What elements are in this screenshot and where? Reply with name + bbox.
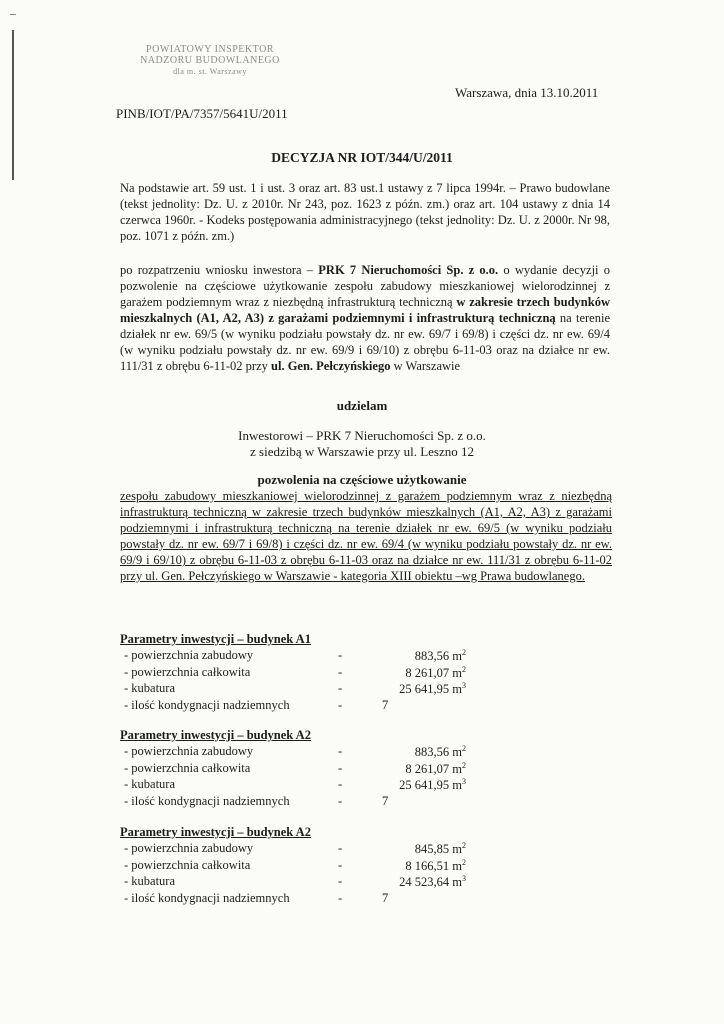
parameter-row	[120, 841, 540, 858]
parameter-dash: -	[338, 744, 343, 758]
legal-basis-paragraph: Na podstawie art. 59 ust. 1 i ust. 3 oraz art. 83 ust.1 ustawy z 7 lipca 1994r. – Prawo budowlane (tekst jednolity: Dz. U. z 2010r. Nr 243, poz. 1623 z późn. zm.) oraz art. 104 ustawy z dnia 14 czerwca 1960r. - Kodeks postępowania administracyjnego (tekst jednolity: Dz. U. z 2000r. Nr 98, poz. 1071 z późn. zm.)	[120, 181, 610, 243]
parameter-value	[382, 874, 466, 890]
permit-heading: pozwolenia na częściowe użytkowanie	[257, 472, 467, 487]
value-number: 8 261,07 m	[405, 665, 462, 680]
parameter-row	[120, 777, 540, 794]
value-exponent: 2	[462, 744, 466, 753]
reference-number: PINB/IOT/PA/7357/5641U/2011	[116, 106, 288, 121]
value-number: 24 523,64 m	[399, 875, 462, 890]
value-number: 883,56 m	[414, 745, 462, 760]
parameters-heading: Parametry inwestycji – budynek A2	[120, 728, 311, 742]
parameter-dash: -	[338, 697, 343, 712]
consideration-text-2: o wydanie decyzji o pozwolenie na częściowe użytkowanie zespołu zabudowy mieszkaniowej wielorodzinnej z garażem podziemnym wraz z niezbędną infrastrukturą techniczną	[120, 263, 610, 309]
parameter-label: - powierzchnia zabudowy	[124, 744, 254, 758]
value-number: 25 641,95 m	[399, 682, 462, 697]
document-date: Warszawa, dnia 13.10.2011	[455, 85, 599, 100]
investor-name: PRK 7 Nieruchomości Sp. z o.o.	[318, 263, 499, 277]
value-number: 845,85 m	[414, 842, 462, 857]
decision-title: DECYZJA NR IOT/344/U/2011	[271, 150, 453, 165]
consideration-paragraph	[120, 262, 610, 374]
recipient-label: Inwestorowi – PRK 7 Nieruchomości Sp. z o.o.	[238, 428, 486, 443]
scope-text: w zakresie trzech budynków mieszkalnych (A1, A2, A3) z garażami podziemnymi i infrastrukturą techniczną	[120, 295, 610, 325]
parameter-dash: -	[338, 681, 343, 695]
parameter-row	[120, 858, 540, 875]
value-exponent: 2	[462, 841, 466, 850]
parameter-row	[120, 698, 540, 715]
parameter-label: - powierzchnia zabudowy	[124, 841, 254, 855]
parameters-group-2	[120, 726, 540, 810]
parameter-value	[382, 665, 466, 681]
stamp-line-2: NADZORU BUDOWLANEGO	[140, 55, 280, 66]
parameters-heading: Parametry inwestycji – budynek A2	[120, 825, 311, 839]
parameters-group-1	[120, 630, 540, 714]
value-number: 883,56 m	[414, 649, 462, 664]
parameter-label: - kubatura	[124, 777, 176, 791]
parameter-row	[120, 794, 540, 811]
parameter-row	[120, 891, 540, 908]
consideration-text-4: w Warszawie	[390, 359, 461, 373]
value-number: 8 166,51 m	[405, 858, 462, 873]
parameter-label: - powierzchnia całkowita	[124, 857, 251, 872]
parameter-label: - powierzchnia zabudowy	[124, 648, 254, 662]
parameter-value	[382, 841, 466, 857]
parameter-dash: -	[338, 777, 343, 791]
parameter-dash: -	[338, 874, 343, 888]
parameter-value: 7	[382, 793, 389, 808]
parameter-value	[382, 681, 466, 697]
value-exponent: 2	[462, 648, 466, 657]
parameter-dash: -	[338, 648, 343, 662]
recipient-seat: z siedzibą w Warszawie przy ul. Leszno 12	[250, 444, 474, 459]
consideration-text-3: na terenie działek nr ew. 69/5 (w wyniku podziału powstały dz. nr ew. 69/7 i 69/8) i części dz. nr ew. 69/4 (w wyniku podziału powstały dz. nr ew. 69/9 i 69/10) z obrębu 6-11-03 oraz na działce nr ew. 111/31 z obrębu 6-11-02 przy	[120, 311, 611, 373]
parameter-value	[382, 858, 466, 874]
parameter-value: 7	[382, 890, 389, 905]
stamp-line-3: dla m. st. Warszawy	[173, 67, 247, 76]
parameter-row	[120, 648, 540, 665]
parameter-label: - powierzchnia całkowita	[124, 760, 251, 775]
value-exponent: 3	[462, 874, 466, 883]
parameter-dash: -	[338, 841, 343, 855]
parameter-row	[120, 665, 540, 682]
parameter-label: - powierzchnia całkowita	[124, 664, 251, 679]
parameter-label: - kubatura	[124, 874, 176, 888]
parameters-heading: Parametry inwestycji – budynek A1	[120, 632, 311, 646]
parameter-dash: -	[338, 890, 343, 905]
parameters-group-3	[120, 823, 540, 907]
parameter-dash: -	[338, 857, 343, 872]
value-exponent: 3	[462, 681, 466, 690]
parameter-value	[382, 744, 466, 760]
parameter-row	[120, 744, 540, 761]
scan-edge-tick	[10, 14, 16, 15]
stamp-line-1: POWIATOWY INSPEKTOR	[146, 44, 274, 55]
grant-word: udzielam	[336, 398, 388, 413]
parameter-label: - ilość kondygnacji nadziemnych	[124, 890, 290, 905]
value-number: 8 261,07 m	[405, 761, 462, 776]
parameter-dash: -	[338, 760, 343, 775]
value-exponent: 2	[462, 760, 466, 770]
parameter-dash: -	[338, 664, 343, 679]
parameter-label: - ilość kondygnacji nadziemnych	[124, 697, 290, 712]
street-name: ul. Gen. Pełczyńskiego	[271, 359, 391, 373]
value-exponent: 2	[462, 664, 466, 674]
parameter-dash: -	[338, 793, 343, 808]
value-exponent: 2	[462, 857, 466, 867]
permit-text: zespołu zabudowy mieszkaniowej wielorodzinnej z garażem podziemnym wraz z niezbędną infrastrukturą techniczną w zakresie trzech budynków mieszkalnych (A1, A2, A3) z garażami podziemnymi i infrastrukturą techniczną na terenie działek nr ew. 69/5 (w wyniku podziału powstały dz. nr ew. 69/7 i 69/8) i części dz. nr ew. 69/4 (w wyniku podziału powstały dz. nr ew. 69/9 i 69/10) z obrębu 6-11-03 z obrębu 6-11-03 oraz na działce nr ew. 111/31 z obrębu 6-11-02 przy ul. Gen. Pełczyńskiego w Warszawie - kategoria XIII obiektu –wg Prawa budowlanego.	[120, 489, 612, 583]
value-number: 25 641,95 m	[399, 778, 462, 793]
parameter-row	[120, 874, 540, 891]
consideration-text-1: po rozpatrzeniu wniosku inwestora –	[120, 263, 319, 277]
value-exponent: 3	[462, 777, 466, 786]
parameter-value	[382, 648, 466, 664]
parameter-value: 7	[382, 697, 389, 712]
inspector-stamp	[110, 44, 310, 77]
parameter-label: - ilość kondygnacji nadziemnych	[124, 793, 290, 808]
parameter-value	[382, 777, 466, 793]
parameter-row	[120, 761, 540, 778]
parameter-label: - kubatura	[124, 681, 176, 695]
parameter-value	[382, 761, 466, 777]
parameter-row	[120, 681, 540, 698]
